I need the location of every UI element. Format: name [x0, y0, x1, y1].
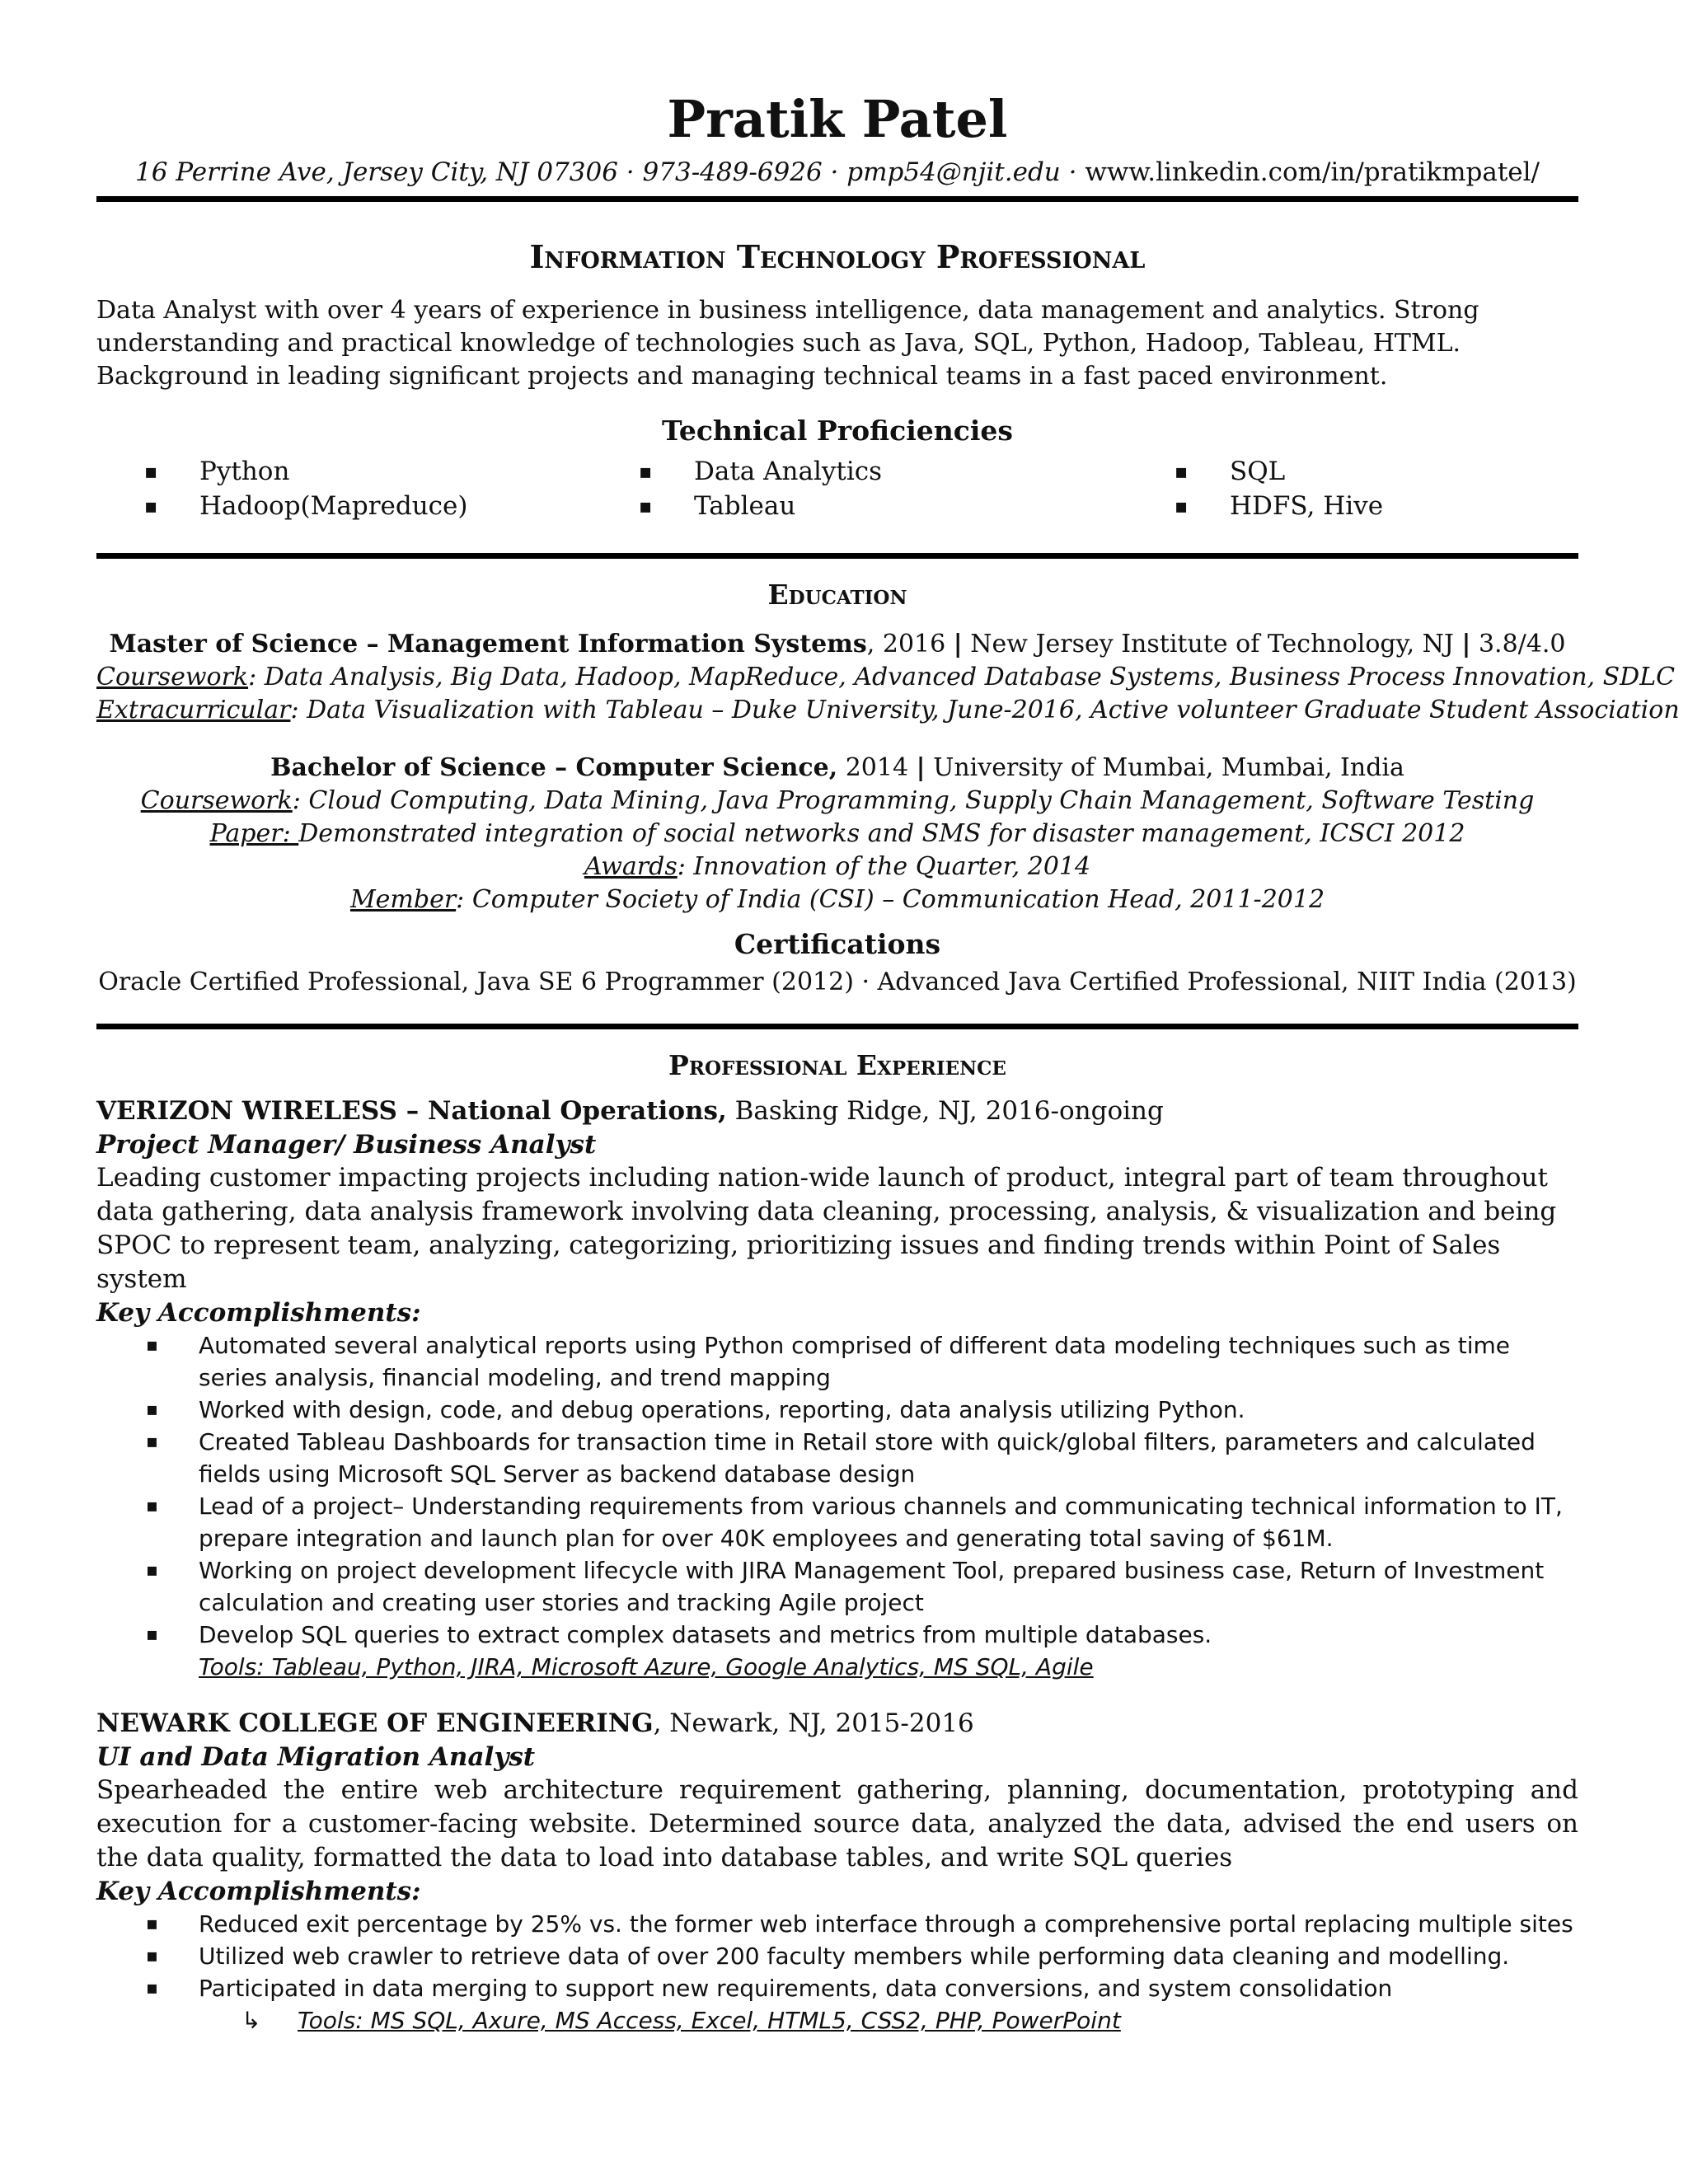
bs-coursework: Coursework: Cloud Computing, Data Mining, Java Programming, Supply Chain Management, Software Testing [140, 786, 1535, 815]
professional-headline: Information Technology Professional [529, 238, 1146, 275]
skill-item: ▪ HDFS, Hive [1127, 489, 1578, 523]
bs-school: University of Mumbai, Mumbai, India [925, 753, 1404, 782]
job-tools: Tools: Tableau, Python, JIRA, Microsoft Azure, Google Analytics, MS SQL, Agile [199, 1653, 1094, 1680]
job-description: Spearheaded the entire web architecture requirement gathering, planning, documentation, prototyping and execution for a customer-facing website. Determined source data, analyzed the data, advised the end users on the data quality, formatted the data to load into database tables, and write SQL queries [96, 1775, 1578, 1872]
job-tools-line [96, 2004, 1578, 2036]
accomplishment-item: ▪ Develop SQL queries to extract complex datasets and metrics from multiple databases. [96, 1619, 1578, 1651]
bs-degree: Bachelor of Science – Computer Science, [270, 753, 838, 782]
summary-paragraph: Data Analyst with over 4 years of experience in business intelligence, data management and analytics. Strong understanding and practical knowledge of technologies such as Java, SQL, Python, Hadoop, Tableau, HTML. Background in leading significant projects and managing technical teams in a fast paced environment. [96, 296, 1479, 391]
accomplishment-list [96, 1908, 1578, 2004]
contact-details: 16 Perrine Ave, Jersey City, NJ 07306 · 973-489-6926 · pmp54@njit.edu · [135, 157, 1085, 187]
certifications-title: Certifications [734, 928, 941, 960]
arrow-icon: ↳ [241, 2007, 261, 2034]
skill-item: ▪ Tableau [591, 489, 1127, 523]
job-company: NEWARK COLLEGE OF ENGINEERING [96, 1708, 654, 1738]
accomplishment-item: ▪ Participated in data merging to support new requirements, data conversions, and system consolidation [96, 1972, 1578, 2004]
accomplishment-item: ▪ Automated several analytical reports using Python comprised of different data modeling techniques such as time series analysis, financial modeling, and trend mapping [96, 1329, 1578, 1394]
job-role: Project Manager/ Business Analyst [96, 1130, 597, 1160]
accomplishment-item: ▪ Created Tableau Dashboards for transaction time in Retail store with quick/global filters, parameters and calculated fields using Microsoft SQL Server as backend database design [96, 1426, 1578, 1490]
skills-title: Technical Proficiencies [662, 415, 1013, 447]
certifications-text: Oracle Certified Professional, Java SE 6 Programmer (2012) · Advanced Java Certified Professional, NIIT India (2013) [98, 968, 1577, 996]
skills-grid [96, 454, 1578, 523]
job-entry [96, 1094, 1578, 1683]
candidate-name: Pratik Patel [667, 89, 1008, 149]
accomplishment-item: ▪ Utilized web crawler to retrieve data of over 200 faculty members while performing data cleaning and modelling. [96, 1940, 1578, 1972]
bs-paper: Paper: Demonstrated integration of social networks and SMS for disaster management, ICSCI 2012 [209, 819, 1465, 848]
skills-column-3 [1127, 454, 1578, 523]
job-role: UI and Data Migration Analyst [96, 1742, 536, 1772]
job-description: Leading customer impacting projects including nation-wide launch of product, integral part of team throughout data gathering, data analysis framework involving data cleaning, processing, analysis, & visualization and being SPOC to represent team, analyzing, categorizing, prioritizing issues and finding trends within Point of Sales system [96, 1163, 1557, 1294]
experience-title: Professional Experience [668, 1049, 1006, 1081]
skill-item: ▪ Hadoop(Mapreduce) [96, 489, 591, 523]
accomplishment-item: ▪ Working on project development lifecycle with JIRA Management Tool, prepared business case, Return of Investment calculation and creating user stories and tracking Agile project [96, 1554, 1578, 1619]
ms-extracurricular: Extracurricular: Data Visualization with Tableau – Duke University, June-2016, Active volunteer Graduate Student Association [96, 696, 1680, 724]
job-location: , Newark, NJ, 2015-2016 [653, 1708, 974, 1738]
bs-awards: Awards: Innovation of the Quarter, 2014 [584, 852, 1091, 881]
ms-coursework: Coursework: Data Analysis, Big Data, Hadoop, MapReduce, Advanced Database Systems, Business Process Innovation, SDLC [96, 663, 1676, 691]
job-header [96, 1094, 1578, 1128]
resume-page [96, 89, 1680, 2036]
divider [96, 196, 1578, 202]
job-location: Basking Ridge, NJ, 2016-ongoing [726, 1096, 1164, 1126]
key-accomplishments-label: Key Accomplishments: [96, 1298, 421, 1328]
job-entry [96, 1706, 1578, 2036]
divider [96, 553, 1578, 559]
education-title: Education [767, 579, 907, 611]
contact-line [96, 155, 1578, 190]
accomplishment-item: ▪ Lead of a project– Understanding requirements from various channels and communicating technical information to IT, prepare integration and launch plan for over 40K employees and generating total saving of $61M. [96, 1490, 1578, 1554]
ms-degree: Master of Science – Management Information Systems [109, 630, 867, 658]
ms-school: New Jersey Institute of Technology, NJ [962, 630, 1462, 658]
linkedin-url[interactable]: www.linkedin.com/in/pratikmpatel/ [1085, 157, 1540, 187]
job-company: VERIZON WIRELESS – National Operations, [96, 1096, 727, 1126]
accomplishment-list [96, 1329, 1578, 1651]
divider [96, 1024, 1578, 1029]
job-tools: Tools: MS SQL, Axure, MS Access, Excel, HTML5, CSS2, PHP, PowerPoint [298, 2007, 1121, 2034]
skills-column-2 [591, 454, 1127, 523]
key-accomplishments-label: Key Accomplishments: [96, 1877, 421, 1906]
job-header [96, 1706, 1578, 1741]
bs-degree-line: Bachelor of Science – Computer Science, 2014 | University of Mumbai, Mumbai, India [270, 753, 1404, 782]
ms-gpa: 3.8/4.0 [1470, 630, 1566, 658]
skill-item: ▪ Data Analytics [591, 454, 1127, 489]
accomplishment-item: ▪ Worked with design, code, and debug operations, reporting, data analysis utilizing Python. [96, 1394, 1578, 1426]
ms-degree-line: Master of Science – Management Information Systems, 2016 | New Jersey Institute of Technology, NJ | 3.8/4.0 [109, 630, 1566, 658]
skill-item: ▪ SQL [1127, 454, 1578, 489]
accomplishment-item: ▪ Reduced exit percentage by 25% vs. the former web interface through a comprehensive portal replacing multiple sites [96, 1908, 1578, 1940]
bs-member: Member: Computer Society of India (CSI) – Communication Head, 2011-2012 [349, 885, 1325, 914]
skill-item: ▪ Python [96, 454, 591, 489]
skills-column-1 [96, 454, 591, 523]
